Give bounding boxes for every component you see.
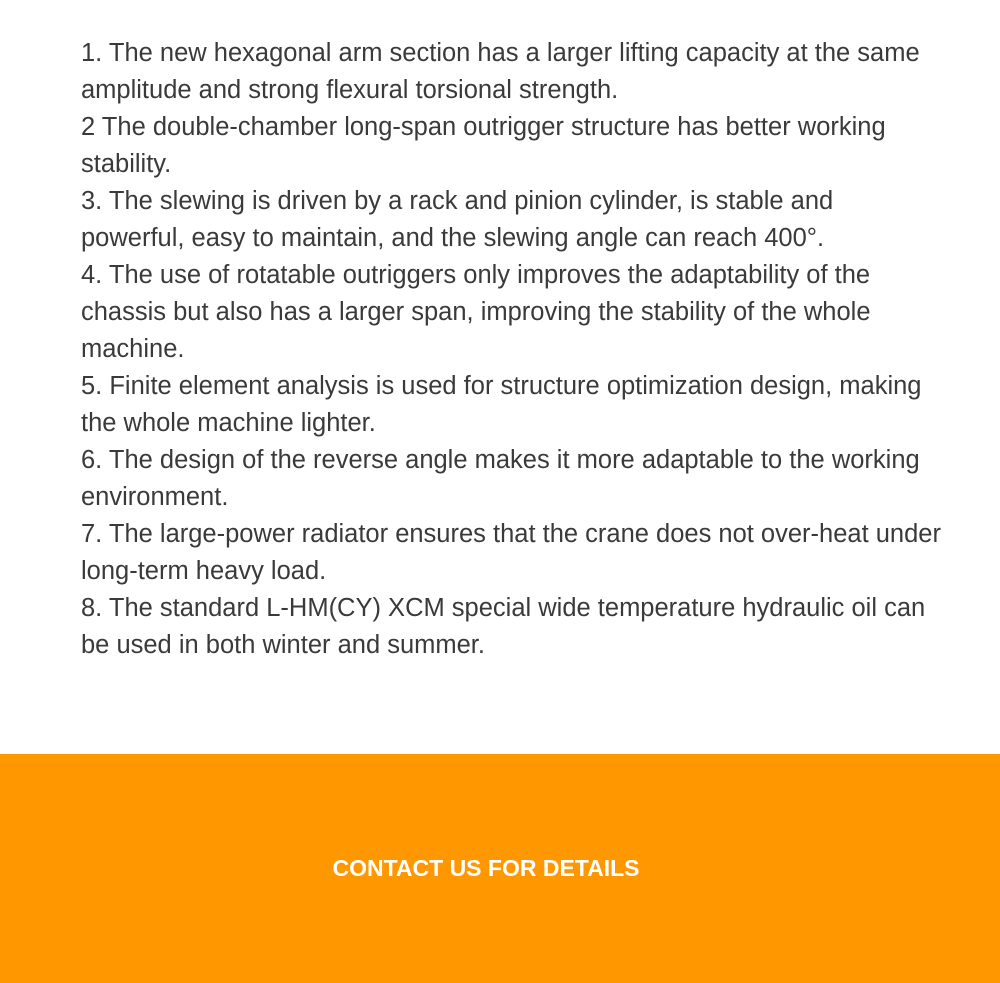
feature-item-7: 7. The large-power radiator ensures that the crane does not over-heat under long-term heavy load. (81, 520, 941, 585)
feature-item-2: 2 The double-chamber long-span outrigger structure has better working stability. (81, 113, 886, 178)
feature-item-1: 1. The new hexagonal arm section has a larger lifting capacity at the same amplitude and strong flexural torsional strength. (81, 39, 920, 104)
feature-item-4: 4. The use of rotatable outriggers only improves the adaptability of the chassis but also has a larger span, improving the stability of the whole machine. (81, 261, 871, 363)
feature-list (81, 35, 941, 664)
feature-item-5: 5. Finite element analysis is used for structure optimization design, making the whole machine lighter. (81, 372, 922, 437)
feature-item-6: 6. The design of the reverse angle makes it more adaptable to the working environment. (81, 446, 920, 511)
feature-item-3: 3. The slewing is driven by a rack and pinion cylinder, is stable and powerful, easy to maintain, and the slewing angle can reach 400°. (81, 187, 834, 252)
contact-us-button[interactable]: CONTACT US FOR DETAILS (332, 855, 640, 881)
feature-item-8: 8. The standard L-HM(CY) XCM special wide temperature hydraulic oil can be used in both winter and summer. (81, 594, 926, 659)
